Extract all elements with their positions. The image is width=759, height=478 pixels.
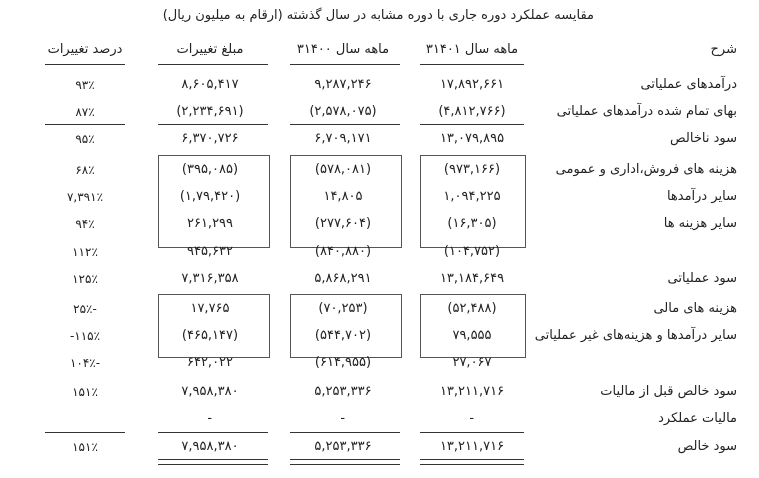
current-value: ۱۳,۰۷۹,۸۹۵ (439, 131, 505, 146)
row-label: بهای تمام شده درآمدهای عملیاتی (556, 104, 737, 119)
row-label: درآمدهای عملیاتی (640, 77, 737, 92)
previous-value: ۵,۲۵۳,۳۳۶ (314, 439, 372, 454)
change-percent: ۷,۳۹۱٪ (66, 190, 104, 204)
change-percent: ۶۸٪ (75, 163, 95, 177)
change-percent: -۱۱۵٪ (69, 329, 101, 343)
previous-value: (۵۴۴,۷۰۲) (314, 328, 372, 343)
header-rule (158, 64, 268, 65)
row-label: سود خالص (677, 439, 737, 454)
total-rule (45, 432, 125, 433)
previous-value: ۵,۸۶۸,۲۹۱ (314, 271, 372, 286)
row-label: مالیات عملکرد (658, 411, 737, 426)
double-underline (420, 459, 524, 465)
previous-value: ۶,۷۰۹,۱۷۱ (314, 131, 372, 146)
previous-value: ۹,۲۸۷,۲۴۶ (314, 77, 372, 92)
header-rule (290, 64, 400, 65)
header-current-period: ۳ماهه سال ۱۴۰۱ (425, 42, 519, 57)
double-underline (158, 459, 268, 465)
subtotal-rule (290, 124, 400, 125)
subtotal-rule (158, 124, 268, 125)
header-previous-period: ۳ماهه سال ۱۴۰۰ (296, 42, 390, 57)
current-value: ۱۷,۸۹۲,۶۶۱ (439, 77, 505, 92)
page-title: مقایسه عملکرد دوره جاری با دوره مشابه در سال گذشته (ارقام به میلیون ریال) (162, 8, 594, 23)
header-change-percent: درصد تغییرات (47, 42, 123, 57)
change-percent: ۱۲۵٪ (72, 272, 98, 286)
header-change-amount: مبلغ تغییرات (176, 42, 244, 57)
change-percent: ۹۵٪ (75, 132, 95, 146)
total-rule (420, 432, 524, 433)
row-label: سایر هزینه ها (663, 216, 737, 231)
current-value: (۵۲,۴۸۸) (447, 301, 497, 316)
row-label: سود عملیاتی (667, 271, 737, 286)
change-amount: ۲۶۱,۲۹۹ (186, 216, 234, 231)
change-percent: ۱۵۱٪ (72, 385, 98, 399)
current-value: ۷۹,۵۵۵ (452, 328, 492, 343)
double-underline (290, 459, 400, 465)
header-rule (420, 64, 524, 65)
row-label: هزینه های فروش،اداری و عمومی (555, 162, 737, 177)
current-value: ۱۳,۲۱۱,۷۱۶ (439, 439, 505, 454)
change-amount: ۶,۳۷۰,۷۲۶ (181, 131, 239, 146)
change-amount: ۱۷,۷۶۵ (190, 301, 230, 316)
change-percent: ۹۳٪ (75, 78, 95, 92)
current-value: (۱۶,۳۰۵) (447, 216, 497, 231)
previous-value: ۵,۲۵۳,۳۳۶ (314, 384, 372, 399)
subtotal-rule (420, 124, 524, 125)
previous-value: (۵۷۸,۰۸۱) (314, 162, 372, 177)
previous-value: (۲,۵۷۸,۰۷۵) (309, 104, 377, 119)
change-amount: (۲,۲۳۴,۶۹۱) (176, 104, 244, 119)
change-percent: ۱۵۱٪ (72, 440, 98, 454)
current-value: (۹۷۳,۱۶۶) (443, 162, 501, 177)
change-amount: (۴۶۵,۱۴۷) (181, 328, 239, 343)
total-rule (290, 432, 400, 433)
previous-value: (۲۷۷,۶۰۴) (314, 216, 372, 231)
previous-value: (۷۰,۲۵۳) (318, 301, 368, 316)
change-amount: ۸,۶۰۵,۴۱۷ (181, 77, 239, 92)
change-percent: ۱۰۴٪- (69, 356, 101, 370)
header-description: شرح (710, 42, 737, 57)
previous-value: - (340, 411, 346, 426)
total-rule (158, 432, 268, 433)
row-label: هزینه های مالی (653, 301, 737, 316)
current-value: (۱۰۴,۷۵۲) (443, 244, 501, 259)
current-value: (۴,۸۱۲,۷۶۶) (438, 104, 506, 119)
change-amount: ۷,۹۵۸,۳۸۰ (181, 439, 239, 454)
change-percent: ۹۴٪ (75, 217, 95, 231)
current-value: - (469, 411, 475, 426)
current-value: ۱۳,۱۸۴,۶۴۹ (439, 271, 505, 286)
current-value: ۱۳,۲۱۱,۷۱۶ (439, 384, 505, 399)
change-amount: ۶۴۲,۰۲۲ (186, 355, 234, 370)
current-value: ۱,۰۹۴,۲۲۵ (443, 189, 501, 204)
previous-value: ۱۴,۸۰۵ (323, 189, 363, 204)
previous-value: (۸۴۰,۸۸۰) (314, 244, 372, 259)
row-label: سود ناخالص (670, 131, 737, 146)
row-label: سایر درآمدها (666, 189, 737, 204)
change-percent: ۸۷٪ (75, 105, 95, 119)
previous-value: (۶۱۴,۹۵۵) (314, 355, 372, 370)
header-rule (45, 64, 125, 65)
current-value: ۲۷,۰۶۷ (452, 355, 492, 370)
change-amount: (۳۹۵,۰۸۵) (181, 162, 239, 177)
change-amount: (۱,۷۹,۴۲۰) (179, 189, 241, 204)
row-label: سود خالص قبل از مالیات (600, 384, 737, 399)
row-label: سایر درآمدها و هزینه‌های غیر عملیاتی (534, 328, 737, 343)
change-amount: ۷,۹۵۸,۳۸۰ (181, 384, 239, 399)
change-amount: ۹۴۵,۶۳۲ (186, 244, 234, 259)
change-percent: ۲۵٪- (73, 302, 97, 316)
change-amount: ۷,۳۱۶,۳۵۸ (181, 271, 239, 286)
change-percent: ۱۱۲٪ (72, 245, 98, 259)
change-amount: - (207, 411, 213, 426)
subtotal-rule (45, 124, 125, 125)
